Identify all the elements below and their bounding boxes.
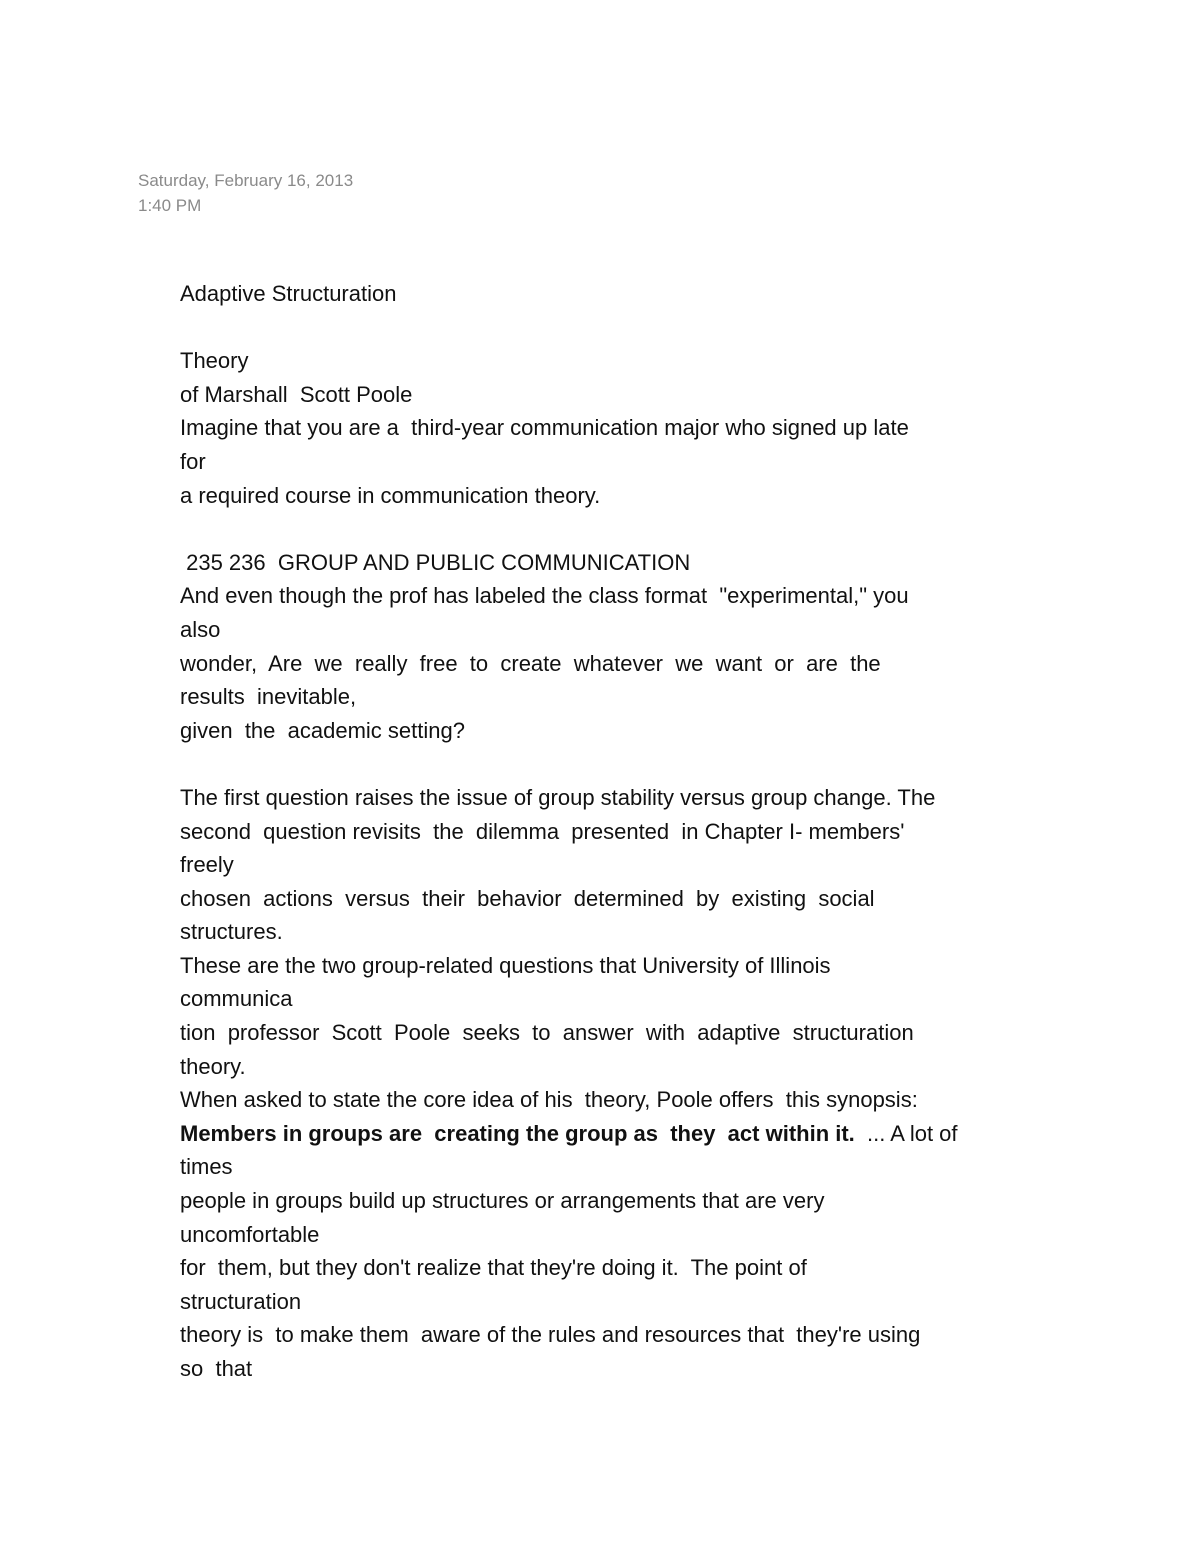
text-line: people in groups build up structures or arrangements that are very: [180, 1188, 825, 1214]
blank-line: [180, 311, 1050, 345]
text-line: And even though the prof has labeled the class format "experimental," you: [180, 583, 909, 609]
text-line: Theory: [180, 348, 249, 374]
text-line: also: [180, 616, 221, 642]
quote-rest-text: ... A lot of: [854, 1120, 958, 1146]
text-line: of Marshall Scott Poole: [180, 381, 413, 407]
text-line: for them, but they don't realize that they're doing it. The point of: [180, 1255, 807, 1281]
document-body: [180, 277, 1050, 1386]
text-line: for: [180, 448, 206, 474]
note-timestamp: [138, 168, 353, 218]
text-line: so that: [180, 1356, 253, 1381]
quote-line: [180, 1117, 1050, 1151]
text-line: When asked to state the core idea of his theory, Poole offers this synopsis:: [180, 1087, 918, 1113]
note-time: 1:40 PM: [138, 196, 202, 215]
text-line: chosen actions versus their behavior determined by existing social: [180, 885, 875, 911]
text-line: Imagine that you are a third-year communication major who signed up late: [180, 415, 909, 441]
blank-line: [180, 512, 1050, 546]
document-title: Adaptive Structuration: [180, 281, 397, 306]
text-line: wonder, Are we really free to create whatever we want or are the: [180, 650, 881, 676]
text-line: These are the two group-related questions that University of Illinois: [180, 952, 831, 978]
blank-line: [180, 747, 1050, 781]
text-line: given the academic setting?: [180, 717, 465, 743]
note-date: Saturday, February 16, 2013: [138, 171, 354, 190]
course-heading: 235 236 GROUP AND PUBLIC COMMUNICATION: [180, 549, 691, 575]
text-line: uncomfortable: [180, 1221, 320, 1247]
text-line: communica: [180, 986, 293, 1012]
text-line: structuration: [180, 1288, 302, 1314]
text-line: The first question raises the issue of group stability versus group change. The: [180, 784, 936, 810]
text-line: tion professor Scott Poole seeks to answer with adaptive structuration: [180, 1020, 914, 1046]
text-line: theory is to make them aware of the rules and resources that they're using: [180, 1322, 921, 1348]
text-line: times: [180, 1154, 233, 1180]
text-line: freely: [180, 852, 234, 878]
quote-bold-text: Members in groups are creating the group as they act within it.: [180, 1120, 855, 1146]
text-line: results inevitable,: [180, 684, 357, 710]
text-line: second question revisits the dilemma presented in Chapter I- members': [180, 818, 905, 844]
text-line: structures.: [180, 919, 283, 945]
text-line: a required course in communication theory.: [180, 482, 601, 508]
text-line: theory.: [180, 1053, 246, 1079]
